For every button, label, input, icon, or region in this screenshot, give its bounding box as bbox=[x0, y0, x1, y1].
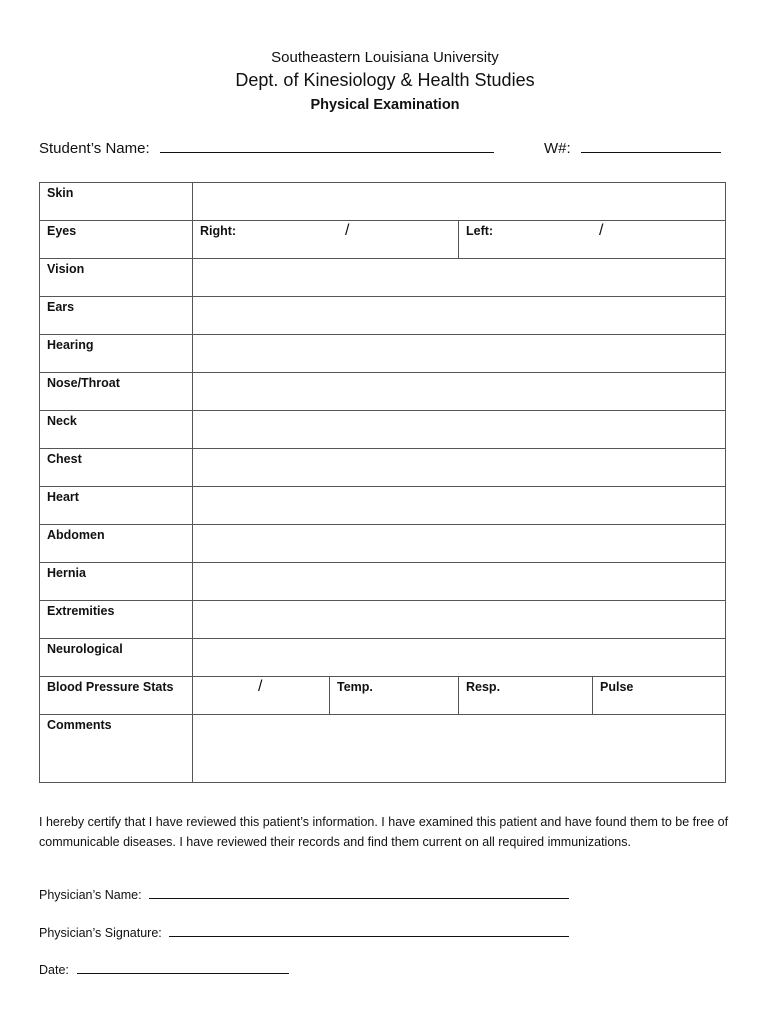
table-row bbox=[40, 639, 726, 677]
heart-input[interactable] bbox=[193, 487, 726, 525]
row-label-skin: Skin bbox=[40, 183, 193, 221]
department-name: Dept. of Kinesiology & Health Studies bbox=[235, 70, 535, 90]
row-label-vision: Vision bbox=[40, 259, 193, 297]
student-id-field bbox=[544, 140, 721, 157]
eyes-left-label: Left: bbox=[466, 224, 494, 238]
student-name-input[interactable] bbox=[160, 151, 494, 153]
table-row bbox=[40, 221, 726, 259]
table-row bbox=[40, 449, 726, 487]
pulse-label: Pulse bbox=[600, 680, 634, 694]
row-label-neck: Neck bbox=[40, 411, 193, 449]
row-label-heart: Heart bbox=[40, 487, 193, 525]
nose-throat-input[interactable] bbox=[193, 373, 726, 411]
table-row bbox=[40, 259, 726, 297]
neurological-input[interactable] bbox=[193, 639, 726, 677]
table-row bbox=[40, 183, 726, 221]
row-label-hernia: Hernia bbox=[40, 563, 193, 601]
row-label-extremities: Extremities bbox=[40, 601, 193, 639]
exam-table bbox=[39, 182, 726, 783]
blood-pressure-input[interactable] bbox=[193, 677, 330, 715]
neck-input[interactable] bbox=[193, 411, 726, 449]
eyes-right-input[interactable] bbox=[193, 221, 459, 259]
date-input[interactable] bbox=[77, 972, 289, 974]
eyes-left-input[interactable] bbox=[459, 221, 726, 259]
table-row bbox=[40, 677, 726, 715]
certification-statement: I hereby certify that I have reviewed this patient’s information. I have examined this patient and have found them to be free of communicable diseases. I have reviewed their records and find them current on all required immunizations. bbox=[39, 815, 729, 849]
table-row bbox=[40, 373, 726, 411]
physician-signature-input[interactable] bbox=[169, 935, 569, 937]
date-field bbox=[39, 963, 289, 977]
row-label-nose-throat: Nose/Throat bbox=[40, 373, 193, 411]
skin-input[interactable] bbox=[193, 183, 726, 221]
physician-name-label: Physician’s Name: bbox=[39, 888, 142, 902]
ears-input[interactable] bbox=[193, 297, 726, 335]
student-name-field bbox=[39, 140, 494, 157]
row-label-blood-pressure: Blood Pressure Stats bbox=[40, 677, 193, 715]
row-label-hearing: Hearing bbox=[40, 335, 193, 373]
eyes-right-label: Right: bbox=[200, 224, 237, 238]
comments-input[interactable] bbox=[193, 715, 726, 783]
resp-label: Resp. bbox=[466, 680, 501, 694]
row-label-ears: Ears bbox=[40, 297, 193, 335]
student-name-label: Student’s Name: bbox=[39, 140, 150, 157]
table-row bbox=[40, 601, 726, 639]
form-title: Physical Examination bbox=[310, 97, 460, 113]
row-label-abdomen: Abdomen bbox=[40, 525, 193, 563]
student-id-label: W#: bbox=[544, 140, 571, 157]
hearing-input[interactable] bbox=[193, 335, 726, 373]
row-label-comments: Comments bbox=[40, 715, 193, 783]
eyes-right-slash: / bbox=[345, 222, 350, 239]
physician-signature-label: Physician’s Signature: bbox=[39, 926, 162, 940]
table-row bbox=[40, 411, 726, 449]
physician-name-input[interactable] bbox=[149, 897, 569, 899]
physician-signature-field bbox=[39, 926, 569, 940]
physician-name-field bbox=[39, 888, 569, 902]
eyes-left-slash: / bbox=[599, 222, 604, 239]
vision-input[interactable] bbox=[193, 259, 726, 297]
hernia-input[interactable] bbox=[193, 563, 726, 601]
table-row bbox=[40, 563, 726, 601]
temp-input[interactable] bbox=[330, 677, 459, 715]
table-row bbox=[40, 335, 726, 373]
table-row bbox=[40, 715, 726, 783]
university-name: Southeastern Louisiana University bbox=[271, 49, 499, 66]
temp-label: Temp. bbox=[337, 680, 373, 694]
student-id-input[interactable] bbox=[581, 151, 721, 153]
blood-pressure-slash: / bbox=[258, 678, 263, 695]
table-row bbox=[40, 525, 726, 563]
date-label: Date: bbox=[39, 963, 69, 977]
pulse-input[interactable] bbox=[593, 677, 726, 715]
chest-input[interactable] bbox=[193, 449, 726, 487]
table-row bbox=[40, 487, 726, 525]
row-label-eyes: Eyes bbox=[40, 221, 193, 259]
abdomen-input[interactable] bbox=[193, 525, 726, 563]
row-label-chest: Chest bbox=[40, 449, 193, 487]
resp-input[interactable] bbox=[459, 677, 593, 715]
table-row bbox=[40, 297, 726, 335]
extremities-input[interactable] bbox=[193, 601, 726, 639]
row-label-neurological: Neurological bbox=[40, 639, 193, 677]
